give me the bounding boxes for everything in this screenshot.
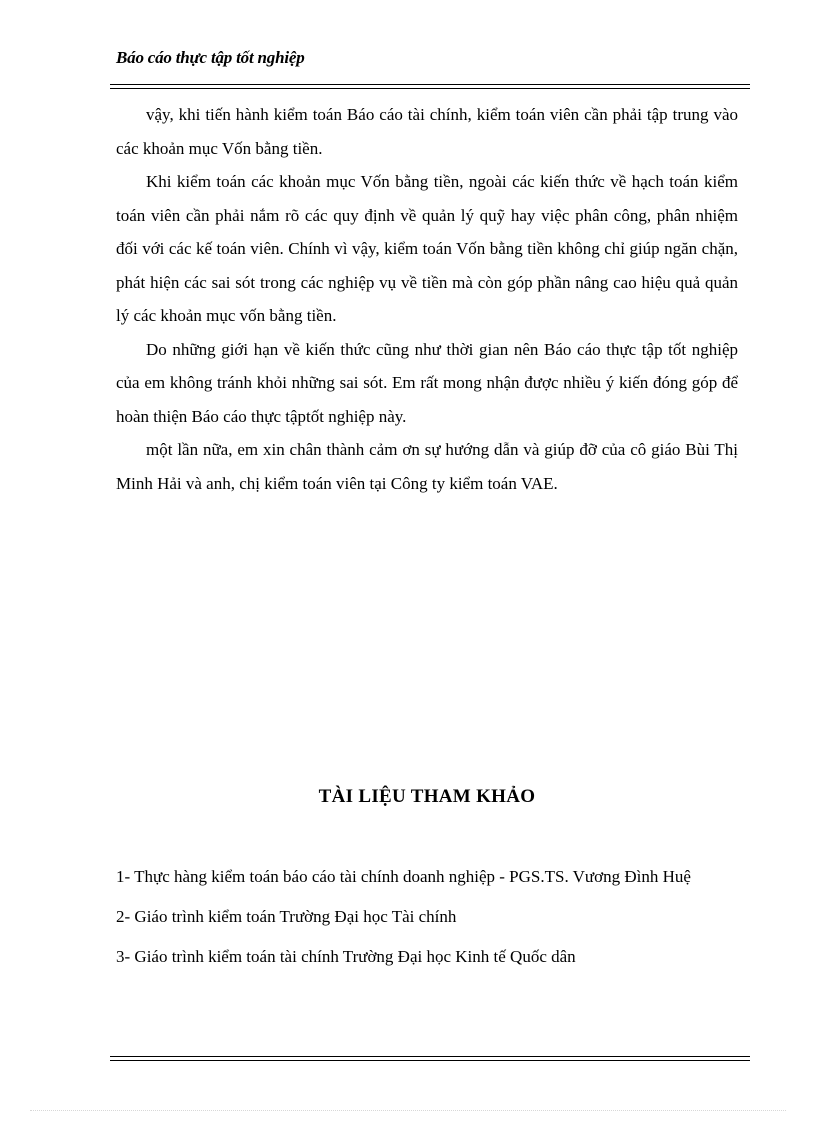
references-list (116, 860, 740, 980)
paragraph: Khi kiểm toán các khoản mục Vốn bằng tiền, ngoài các kiến thức về hạch toán kiểm toán viên cần phải nắm rõ các quy định về quản lý quỹ hay việc phân công, phân nhiệm đối với các kế toán viên. Chính vì vậy, kiểm toán Vốn bằng tiền không chỉ giúp ngăn chặn, phát hiện các sai sót trong các nghiệp vụ về tiền mà còn góp phần nâng cao hiệu quả quản lý các khoản mục vốn bằng tiền. (116, 172, 738, 325)
page-edge-line (30, 1110, 786, 1111)
paragraph: vậy, khi tiến hành kiểm toán Báo cáo tài chính, kiểm toán viên cần phải tập trung vào các khoản mục Vốn bằng tiền. (116, 105, 738, 158)
reference-item: 1- Thực hàng kiểm toán báo cáo tài chính doanh nghiệp - PGS.TS. Vương Đình Huệ (116, 867, 691, 886)
paragraph: Do những giới hạn về kiến thức cũng như thời gian nên Báo cáo thực tập tốt nghiệp của em không tránh khỏi những sai sót. Em rất mong nhận được nhiều ý kiến đóng góp để hoàn thiện Báo cáo thực tậptốt nghiệp này. (116, 339, 738, 426)
paragraph: một lần nữa, em xin chân thành cảm ơn sự hướng dẫn và giúp đỡ của cô giáo Bùi Thị Minh Hải và anh, chị kiểm toán viên tại Công ty kiểm toán VAE. (116, 440, 738, 493)
reference-item: 2- Giáo trình kiểm toán Trường Đại học Tài chính (116, 907, 457, 926)
footer-divider (110, 1056, 750, 1061)
references-heading: TÀI LIỆU THAM KHẢO (318, 786, 536, 807)
body-text (116, 98, 738, 500)
header-title: Báo cáo thực tập tốt nghiệp (116, 48, 305, 67)
reference-item: 3- Giáo trình kiểm toán tài chính Trường Đại học Kinh tế Quốc dân (116, 947, 576, 966)
header-divider (110, 84, 750, 89)
